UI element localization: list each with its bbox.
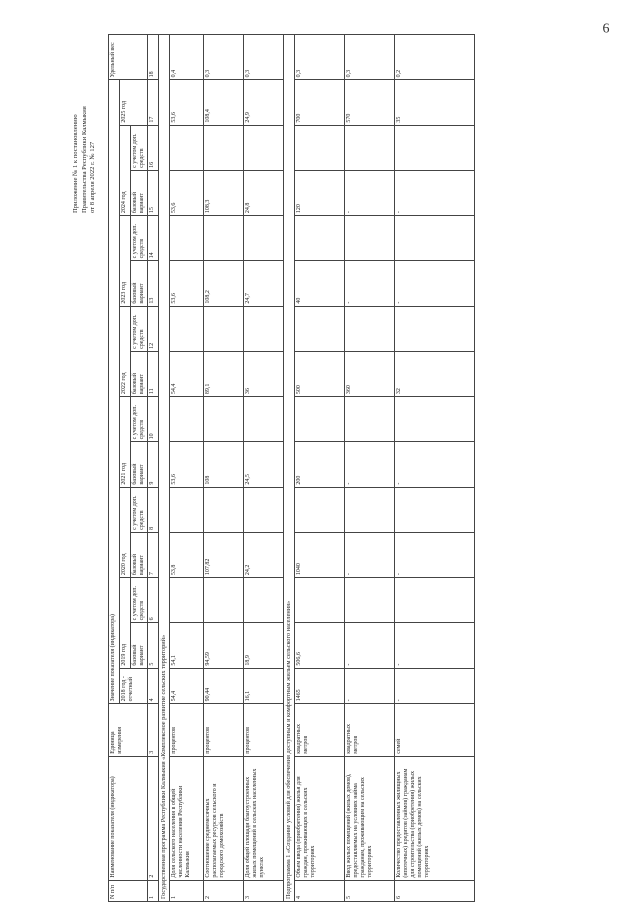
table-cell: 570: [345, 80, 395, 125]
table-cell: 54,4: [170, 668, 204, 704]
table-cell: 1465: [295, 668, 345, 704]
col-number: 3: [148, 704, 159, 756]
table-cell: -: [395, 442, 475, 487]
program-rows: [170, 35, 284, 902]
header-weight: Удельный вес: [109, 35, 148, 80]
table-row: [244, 35, 284, 902]
col-number: 11: [148, 351, 159, 396]
table-cell: -: [345, 668, 395, 704]
table-cell: [244, 306, 284, 351]
table-cell: 89,1: [204, 351, 244, 396]
table-cell: [244, 578, 284, 623]
table-cell: Ввод жилых помещений (жилых домов), предоставляемых на условиях найма гражданам, проживающим на сельских территориях: [345, 756, 395, 880]
table-cell: [295, 306, 345, 351]
table-cell: -: [345, 623, 395, 668]
header-unit: Единица измерения: [109, 704, 148, 756]
table-row: [170, 35, 204, 902]
table-cell: процентов: [204, 704, 244, 756]
table-cell: [244, 487, 284, 532]
header-year: 2018 год - отчетный: [120, 668, 148, 704]
header-year: 2019 год: [120, 578, 131, 669]
table-cell: 108,2: [204, 261, 244, 306]
col-number: 16: [148, 125, 159, 170]
table-cell: [244, 397, 284, 442]
header-year: 2020 год: [120, 487, 131, 578]
col-number: 4: [148, 668, 159, 704]
table-cell: 1040: [295, 532, 345, 577]
header-extra: с учетом доп. средств: [131, 487, 148, 532]
table-cell: [170, 125, 204, 170]
table-cell: -: [395, 261, 475, 306]
table-cell: [345, 487, 395, 532]
table-cell: [395, 125, 475, 170]
col-number: 1: [148, 880, 159, 901]
table-cell: 36: [244, 351, 284, 396]
table-cell: 4: [295, 880, 345, 901]
table-cell: 0,3: [345, 35, 395, 80]
header-year: 2021 год: [120, 397, 131, 488]
subprogram-rows: [295, 35, 475, 902]
table-cell: 24,9: [244, 80, 284, 125]
header-line: Правительства Республики Калмыкия: [80, 106, 88, 213]
col-number: 14: [148, 216, 159, 261]
table-cell: Количество предоставленных жилищных (ипотечных) кредитов (займов) гражданам для строительства (приобретения) жилых помещений (жилых домов) на сельских территориях: [395, 756, 475, 880]
table-cell: 32: [395, 351, 475, 396]
table-cell: Объем ввода (приобретения) жилья для граждан, проживающих в сельских территориях: [295, 756, 345, 880]
table-cell: семей: [395, 704, 475, 756]
table-cell: Доля сельского населения в общей численности населения Республики Калмыкия: [170, 756, 204, 880]
table-cell: 24,8: [244, 170, 284, 215]
table-cell: [345, 397, 395, 442]
table-cell: 24,5: [244, 442, 284, 487]
table-cell: 3: [244, 880, 284, 901]
document-header: [72, 3, 98, 213]
header-extra: с учетом доп. средств: [131, 125, 148, 170]
table-cell: [204, 487, 244, 532]
col-number: 18: [148, 35, 159, 80]
table-cell: процентов: [244, 704, 284, 756]
col-number: 10: [148, 397, 159, 442]
table-cell: [170, 216, 204, 261]
header-line: Приложение № 1 к постановлению: [72, 114, 79, 213]
table-cell: [345, 125, 395, 170]
table-cell: 53,6: [170, 80, 204, 125]
table-cell: -: [345, 170, 395, 215]
header-base: базовый вариант: [131, 623, 148, 668]
table-cell: 120: [295, 170, 345, 215]
table-cell: [345, 578, 395, 623]
table-cell: 506,6: [295, 623, 345, 668]
table-cell: [170, 397, 204, 442]
col-number: 2: [148, 756, 159, 880]
table-cell: 54,4: [170, 351, 204, 396]
table-row: [295, 35, 345, 902]
header-year: 2024 год: [120, 125, 131, 216]
header-extra: с учетом доп. средств: [131, 578, 148, 623]
program-title: Государственная программа Республики Калмыкия «Комплексное развитие сельских территорий»: [159, 35, 170, 902]
table-cell: [295, 397, 345, 442]
table-cell: 0,3: [244, 35, 284, 80]
col-number: 12: [148, 306, 159, 351]
table-cell: 18,9: [244, 623, 284, 668]
table-cell: 53,6: [170, 261, 204, 306]
subprogram-title: Подпрограмма 1 «Создание условий для обеспечения доступным и комфортным жильем сельского населения»: [284, 35, 295, 902]
table-cell: 40: [295, 261, 345, 306]
table-cell: [295, 487, 345, 532]
table-cell: [395, 306, 475, 351]
header-name: Наименование показателя (индикатора): [109, 756, 148, 880]
table-cell: 0,3: [204, 35, 244, 80]
table-cell: 53,6: [170, 442, 204, 487]
table-cell: [244, 125, 284, 170]
header-base: базовый вариант: [131, 351, 148, 396]
table-cell: [204, 216, 244, 261]
table-cell: -: [395, 170, 475, 215]
table-cell: -: [345, 261, 395, 306]
table-cell: [204, 306, 244, 351]
table-cell: [170, 306, 204, 351]
table-cell: 500: [295, 351, 345, 396]
subprogram-title-row: [284, 35, 295, 902]
table-cell: 5: [345, 880, 395, 901]
table-cell: [295, 125, 345, 170]
table-cell: [395, 216, 475, 261]
header-extra: с учетом доп. средств: [131, 216, 148, 261]
table-cell: -: [395, 623, 475, 668]
table-cell: -: [345, 532, 395, 577]
header-year: 2025 год: [120, 80, 148, 125]
table-cell: 6: [395, 880, 475, 901]
header-year: 2022 год: [120, 306, 131, 397]
program-title-row: [159, 35, 170, 902]
table-cell: процентов: [170, 704, 204, 756]
column-number-row: [148, 35, 159, 902]
table-row: [204, 35, 244, 902]
table-cell: [204, 397, 244, 442]
table-cell: 16,1: [244, 668, 284, 704]
table-cell: -: [345, 442, 395, 487]
header-base: базовый вариант: [131, 261, 148, 306]
col-number: 6: [148, 578, 159, 623]
header-base: базовый вариант: [131, 170, 148, 215]
col-number: 15: [148, 170, 159, 215]
header-year: 2023 год: [120, 216, 131, 307]
col-number: 13: [148, 261, 159, 306]
table-cell: 108,3: [204, 170, 244, 215]
header-base: базовый вариант: [131, 442, 148, 487]
table-cell: 24,2: [244, 532, 284, 577]
table-cell: [345, 216, 395, 261]
table-cell: 90,44: [204, 668, 244, 704]
table-cell: 200: [295, 442, 345, 487]
table-cell: 2: [204, 880, 244, 901]
table-row: [345, 35, 395, 902]
table-cell: 54,1: [170, 623, 204, 668]
header-extra: с учетом доп. средств: [131, 397, 148, 442]
table-cell: 108,4: [204, 80, 244, 125]
table-cell: [170, 578, 204, 623]
table-cell: 107,82: [204, 532, 244, 577]
table-cell: 360: [345, 351, 395, 396]
col-number: 5: [148, 623, 159, 668]
table-cell: Соотношение среднемесячных располагаемых ресурсов сельского и городского домохозяйств: [204, 756, 244, 880]
table-cell: [244, 216, 284, 261]
table-cell: 1: [170, 880, 204, 901]
col-number: 17: [148, 80, 159, 125]
table-cell: [395, 578, 475, 623]
table-cell: 53,6: [170, 170, 204, 215]
table-header-row: [109, 35, 120, 902]
table-cell: [395, 397, 475, 442]
indicators-table: [108, 34, 475, 902]
table-cell: 0,3: [295, 35, 345, 80]
table-cell: квадратных метров: [295, 704, 345, 756]
table-cell: [170, 487, 204, 532]
table-cell: -: [395, 668, 475, 704]
header-extra: с учетом доп. средств: [131, 306, 148, 351]
page-number: 6: [602, 21, 610, 37]
col-number: 7: [148, 532, 159, 577]
table-cell: 53,8: [170, 532, 204, 577]
table-cell: [295, 578, 345, 623]
table-cell: [345, 306, 395, 351]
table-cell: [395, 487, 475, 532]
table-row: [395, 35, 475, 902]
table-cell: 35: [395, 80, 475, 125]
header-line: от 8 апреля 2022 г. № 127: [89, 141, 97, 213]
header-num: N п/п: [109, 880, 148, 901]
table-cell: 108: [204, 442, 244, 487]
table-cell: [204, 125, 244, 170]
table-cell: 0,4: [170, 35, 204, 80]
table-cell: Доля общей площади благоустроенных жилых помещений в сельских населенных пунктах: [244, 756, 284, 880]
table-cell: 0,2: [395, 35, 475, 80]
table-cell: [295, 216, 345, 261]
table-cell: квадратных метров: [345, 704, 395, 756]
header-values: Значение показателя (индикатора): [109, 80, 120, 704]
table-cell: 24,7: [244, 261, 284, 306]
col-number: 9: [148, 442, 159, 487]
col-number: 8: [148, 487, 159, 532]
table-cell: 94,59: [204, 623, 244, 668]
table-cell: [204, 578, 244, 623]
header-base: базовый вариант: [131, 532, 148, 577]
table-cell: -: [395, 532, 475, 577]
table-cell: 700: [295, 80, 345, 125]
